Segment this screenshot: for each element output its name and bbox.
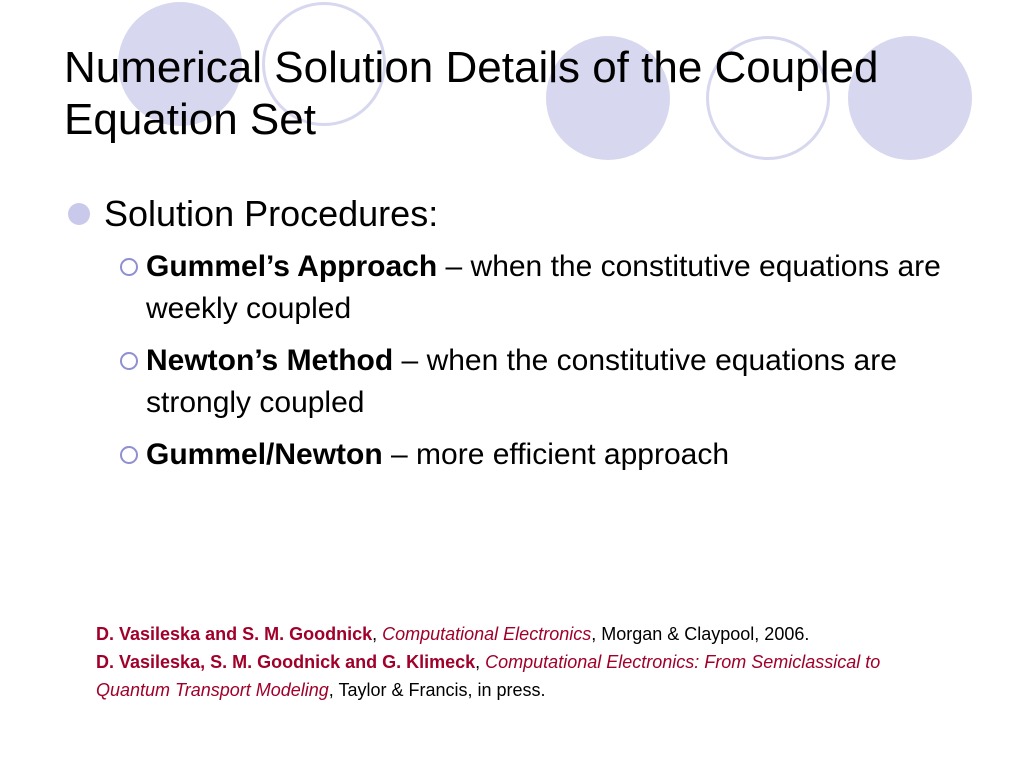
- method-description: – when the constitutive equations are weekly coupled: [146, 250, 941, 325]
- reference-book-title: Computational Electronics: From Semiclassical to Quantum Transport Modeling: [96, 652, 881, 700]
- reference-separator: ,: [475, 652, 486, 672]
- method-description: – when the constitutive equations are strongly coupled: [146, 344, 897, 419]
- hollow-circle-bullet-icon: [120, 352, 138, 370]
- bullet-solution-procedures: [68, 190, 968, 238]
- method-term: Gummel’s Approach: [146, 250, 438, 283]
- sub-bullet-list: [120, 246, 968, 476]
- reference-publisher: , Taylor & Francis, in press.: [328, 680, 546, 700]
- bullet-heading: Solution Procedures:: [104, 193, 439, 234]
- reference-book-title: Computational Electronics: [382, 624, 592, 644]
- sub-bullet-item: [120, 246, 968, 330]
- sub-bullet-item: [120, 340, 968, 424]
- hollow-circle-bullet-icon: [120, 258, 138, 276]
- reference-entry: [96, 620, 956, 648]
- method-description: – more efficient approach: [382, 438, 730, 471]
- reference-entry: [96, 648, 956, 704]
- reference-authors: D. Vasileska, S. M. Goodnick and G. Klimeck: [96, 652, 476, 672]
- reference-separator: ,: [372, 624, 383, 644]
- method-term: Gummel/Newton: [146, 438, 383, 471]
- hollow-circle-bullet-icon: [120, 446, 138, 464]
- slide-body: [68, 190, 968, 486]
- reference-authors: D. Vasileska and S. M. Goodnick: [96, 624, 373, 644]
- reference-publisher: , Morgan & Claypool, 2006.: [591, 624, 810, 644]
- slide-title: Numerical Solution Details of the Coupled Equation Set: [64, 43, 879, 144]
- references: [96, 620, 956, 704]
- sub-bullet-item: [120, 434, 968, 476]
- method-term: Newton’s Method: [146, 344, 394, 377]
- filled-circle-bullet-icon: [68, 203, 90, 225]
